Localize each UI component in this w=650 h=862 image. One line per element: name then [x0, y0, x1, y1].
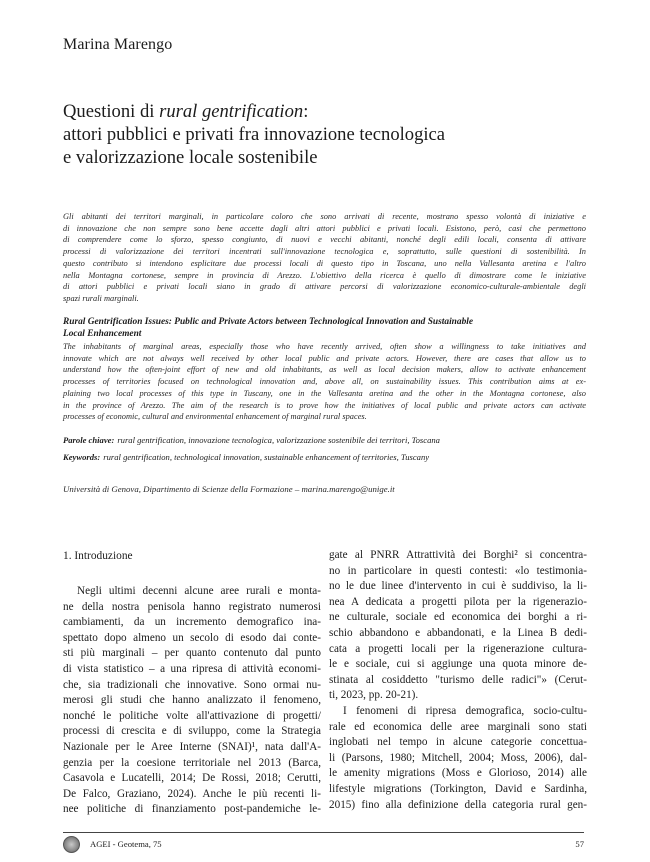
body-line: genzia per la coesione territoriale nel 2013 (Barca,	[63, 756, 321, 769]
body-line: spettato dopo almeno un secolo di esodo dai conte-	[63, 631, 321, 644]
abstract-line: processes of territories focused on technological innovation and, above all, on sustainability issues. This contribution aims at ex-	[63, 377, 586, 387]
keywords-label: Keywords:	[63, 452, 101, 462]
body-line: nonché le politiche volte all'attivazione di progetti/	[63, 709, 321, 722]
body-column-left	[63, 584, 321, 818]
keywords-italian	[63, 434, 586, 446]
body-line: di vista statistico – a una ripresa di attività economi-	[63, 662, 321, 675]
body-line: Nazionale per le Aree Interne (SNAI)¹, nata dall'A-	[63, 740, 321, 753]
title-line-3: e valorizzazione locale sostenibile	[63, 147, 318, 168]
agei-seal-icon	[63, 836, 80, 853]
abstract-line: processi di valorizzazione dei territori incentrati sull'innovazione tecnologica e, soprattutto, sulle questioni di sostenibilità. In	[63, 247, 586, 257]
body-line: nee politiche di finanziamento post-pandemiche le-	[63, 803, 321, 816]
keywords-english	[63, 451, 586, 463]
body-line: le amenity migrations (Moss e Glorioso, 2014) alle	[329, 767, 587, 780]
body-line: nea A dedicata a progetti pilota per la rigenerazio-	[329, 595, 587, 608]
body-line: sti più marginali – per quanto contenuto dal punto	[63, 647, 321, 660]
abstract-line: di attori pubblici e privati locali siano in grado di attivare percorsi di valorizzazione economico-culturale-ambientale degli	[63, 282, 586, 292]
section-title: 1. Introduzione	[63, 550, 133, 562]
body-line: merosi gli studi che hanno analizzato il fenomeno,	[63, 694, 321, 707]
abstract-line: Gli abitanti dei territori marginali, in particolare coloro che sono arrivati di recente, mostrano spesso volontà di iniziative e	[63, 212, 586, 221]
english-title-line: Local Enhancement	[63, 329, 142, 339]
body-line: Casavola e Lucatelli, 2014; De Rossi, 2018; Cerutti,	[63, 772, 321, 785]
page-number: 57	[575, 839, 584, 849]
abstract-line: di innovazione che non sempre sono bene accette dagli altri attori pubblici e privati locali. Esistono, però, casi che permettono	[63, 223, 586, 233]
body-line: le e sociale, cui si aggiunge una quota minore de-	[329, 658, 587, 671]
title-line-1: Questioni di rural gentrification:	[63, 101, 309, 122]
footer-rule	[63, 832, 584, 833]
body-line: ti, 2023, pp. 20-21).	[329, 689, 419, 702]
body-line: stinata al cosiddetto "turismo delle radici"» (Cerut-	[329, 673, 587, 686]
body-line: no in particolare in questi contesti: «lo testimonia-	[329, 564, 587, 577]
journal-name: AGEI - Geotema, 75	[90, 839, 162, 849]
abstract-line: The inhabitants of marginal areas, especially those who have recently arrived, often show a willingness to take initiatives and	[63, 342, 586, 351]
body-line: lifestyle migrations (Torkington, David e Sardinha,	[329, 782, 587, 795]
author-name: Marina Marengo	[63, 36, 173, 53]
abstract-line: plaining two local processes of this type in Tuscany, one in the Vallesanta aretina and the other in the Montagna cortonese, also	[63, 388, 586, 398]
body-line: ne culturale, sociale ed economica dei borghi a ri-	[329, 611, 587, 624]
body-line: che, sia tradizionali che innovative. Sono ormai nu-	[63, 678, 321, 691]
abstract-line: understand how the often-joint effort of new and old inhabitants, as well as local decision makers, allow to activate enhancement	[63, 365, 586, 375]
keywords-text: rural gentrification, innovazione tecnologica, valorizzazione sostenibile dei territori, Toscana	[117, 435, 440, 445]
english-title	[63, 316, 586, 340]
page-footer	[63, 836, 584, 854]
body-line: ne della nostra penisola hanno registrato numerosi	[63, 600, 321, 613]
abstract-line: processes of economic, cultural and environmental enhancement of marginal rural spaces.	[63, 412, 367, 422]
article-title	[63, 100, 603, 169]
abstract-line: questo contributo si intendono esplicitare due processi locali di questo tipo in Toscana, uno nella Vallesanta aretina e l'altro	[63, 258, 586, 268]
english-title-line: Rural Gentrification Issues: Public and Private Actors between Technological Innovation and Sustainable	[63, 317, 474, 327]
abstract-english	[63, 341, 586, 423]
title-line-2: attori pubblici e privati fra innovazione tecnologica	[63, 124, 446, 145]
body-line: schio abbandono e abbandonati, e la Linea B dedi-	[329, 626, 587, 639]
body-line: cambiamenti, da un incremento demografico ina-	[63, 616, 321, 629]
abstract-line: spazi rurali marginali.	[63, 293, 139, 303]
keywords-text: rural gentrification, technological innovation, sustainable enhancement of territories, Tuscany	[103, 452, 430, 462]
body-line: I fenomeni di ripresa demografica, socio-cultu-	[343, 704, 587, 717]
body-line: 2015) fino alla definizione della categoria rural gen-	[329, 798, 587, 811]
body-line: Negli ultimi decenni alcune aree rurali e monta-	[77, 585, 321, 597]
body-line: li (Parsons, 1980; Mitchell, 2004; Moss, 2006), dal-	[329, 751, 587, 764]
keywords-label: Parole chiave:	[63, 435, 115, 445]
author-affiliation: Università di Genova, Dipartimento di Scienze della Formazione – marina.marengo@unige.it	[63, 484, 395, 494]
body-line: no le due linee d'intervento in cui è suddiviso, la li-	[329, 580, 587, 593]
body-line: cata a progetti locali per la rigenerazione cultura-	[329, 642, 587, 655]
body-line: inglobati nel tempo in alcune categorie concettua-	[329, 736, 587, 749]
body-column-right	[329, 548, 587, 813]
body-line: De Falco, Graziano, 2024). Anche le più recenti li-	[63, 787, 321, 800]
abstract-line: in the province of Arezzo. The aim of the research is to prove how the initiatives of local public and private actors can activate	[63, 400, 586, 410]
abstract-italian	[63, 211, 586, 305]
abstract-line: nella Montagna cortonese, sempre in provincia di Arezzo. L'obiettivo della ricerca è quello di dimostrare come le iniziative	[63, 270, 586, 280]
abstract-line: di comprendere come lo sforzo, spesso congiunto, di nuovi e vecchi abitanti, nonché degli edili locali, consenta di attivare	[63, 235, 586, 245]
body-line: processi di crescita e di sviluppo, come la Strategia	[63, 725, 321, 738]
abstract-line: innovate which are not always well received by other local public and private actors. However, there are cases that allow us to	[63, 353, 586, 363]
body-line: rale ed economica delle aree marginali sono stati	[329, 720, 587, 733]
body-line: gate al PNRR Attrattività dei Borghi² si concentra-	[329, 549, 587, 561]
